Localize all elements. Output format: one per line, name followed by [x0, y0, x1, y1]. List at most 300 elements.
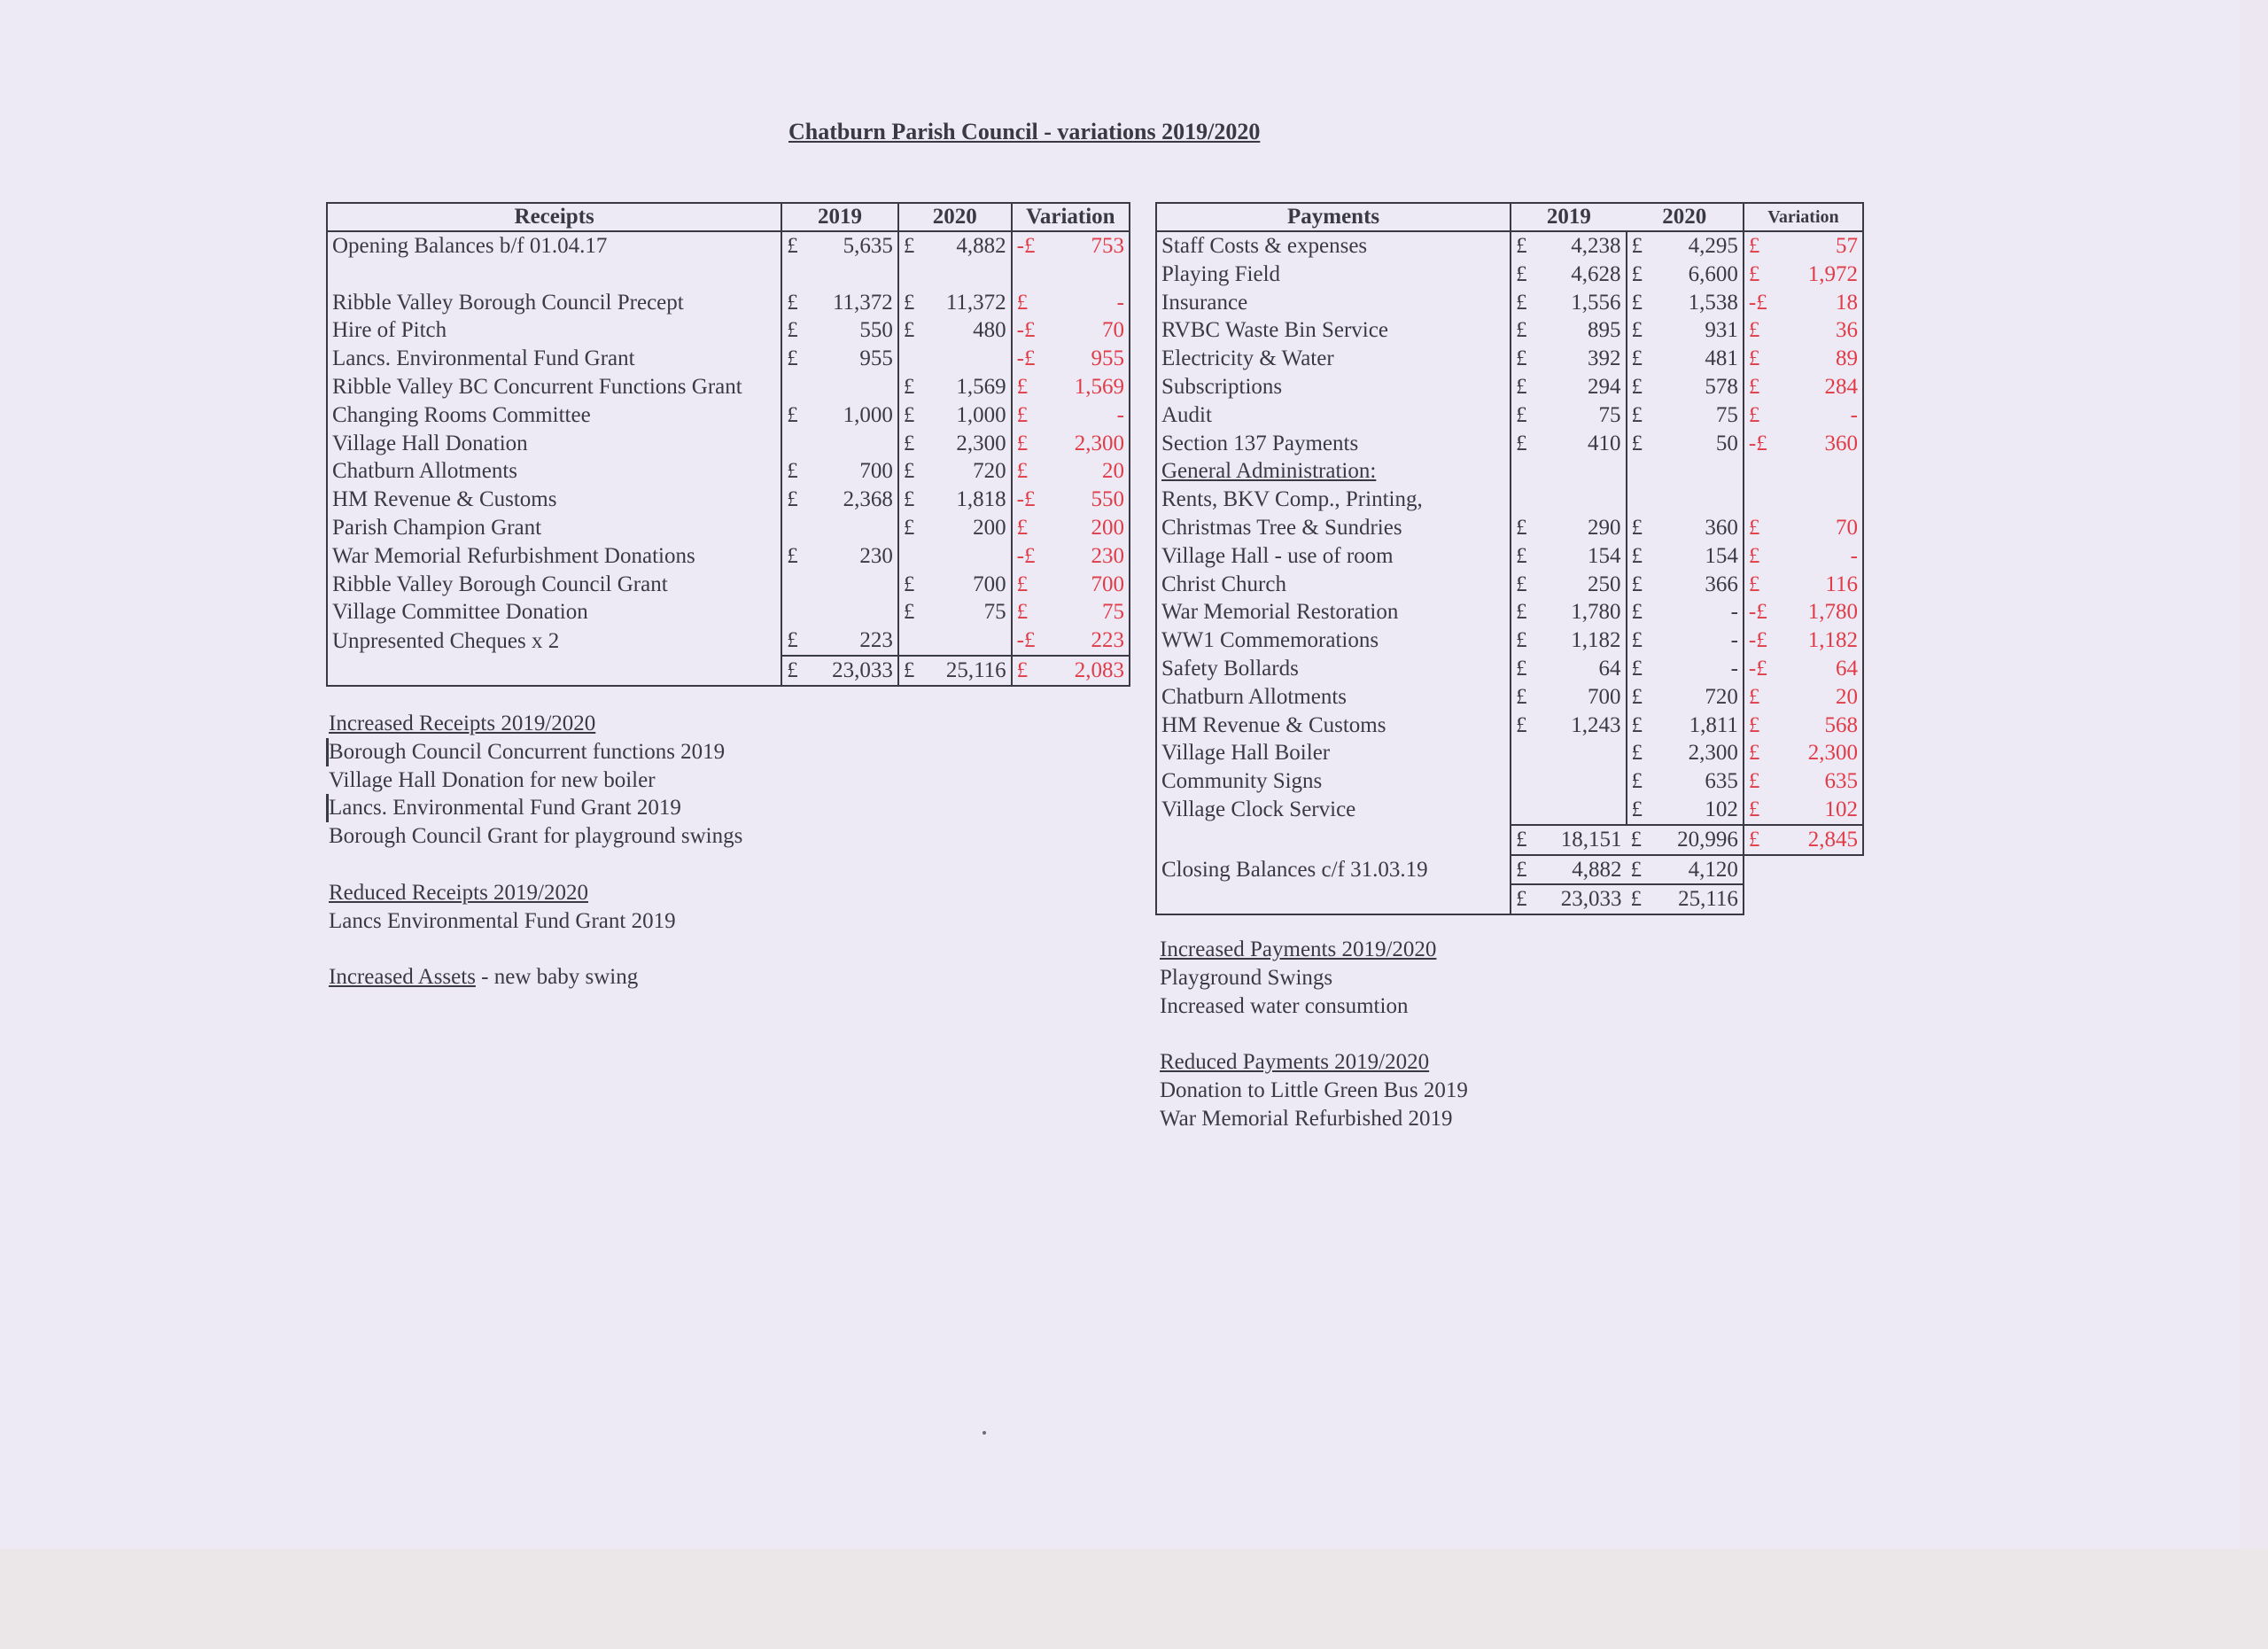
row-label: [1156, 825, 1511, 855]
currency-variation: £: [1748, 515, 1760, 540]
currency-variation: [1012, 261, 1040, 289]
value-variation: 2,300: [1772, 739, 1863, 767]
currency-2019: £: [1511, 855, 1538, 885]
currency-variation: £: [1748, 797, 1760, 821]
currency-2020: [898, 261, 925, 289]
value-variation: 568: [1772, 712, 1863, 740]
row-label: General Administration:: [1156, 457, 1511, 486]
value-variation: 360: [1772, 430, 1863, 458]
row-label: War Memorial Restoration: [1156, 598, 1511, 626]
value-variation: 18: [1772, 289, 1863, 317]
value-variation: 550: [1040, 486, 1130, 514]
value-variation: -: [1772, 401, 1863, 430]
currency-variation: [1744, 457, 1772, 486]
value-2020: [925, 345, 1012, 373]
row-label: Village Hall Boiler: [1156, 739, 1511, 767]
currency-variation: -£: [1748, 600, 1767, 625]
value-2020: 102: [1653, 796, 1744, 825]
value-variation: 64: [1772, 655, 1863, 683]
currency-2020: [1627, 486, 1654, 514]
currency-variation: -£: [1016, 628, 1036, 653]
currency-2020: £: [1631, 515, 1643, 540]
row-label: Rents, BKV Comp., Printing,: [1156, 486, 1511, 514]
currency-2019: [781, 571, 808, 599]
receipts-row: [327, 401, 1130, 430]
value-2020: 480: [925, 316, 1012, 345]
receipts-row: [327, 598, 1130, 626]
value-variation: 230: [1040, 542, 1130, 571]
increased-receipt-item: Village Hall Donation for new boiler: [329, 767, 656, 792]
payments-row: [1156, 571, 1863, 599]
row-label: WW1 Commemorations: [1156, 626, 1511, 655]
currency-variation: -£: [1748, 656, 1767, 681]
currency-2020: £: [1631, 290, 1643, 315]
payments-row: [1156, 626, 1863, 655]
increased-assets-heading: Increased Assets: [329, 965, 476, 990]
value-variation: [1772, 457, 1863, 486]
currency-variation: £: [1016, 290, 1029, 315]
value-2020: -: [1653, 598, 1744, 626]
value-2020: 50: [1653, 430, 1744, 458]
closing-label: Closing Balances c/f 31.03.19: [1156, 855, 1511, 885]
receipts-row: [327, 261, 1130, 289]
row-label: Lancs. Environmental Fund Grant: [327, 345, 781, 373]
value-2019: 1,780: [1538, 598, 1627, 626]
currency-2019: £: [787, 234, 798, 258]
value-2019: 290: [1538, 514, 1627, 542]
value-variation: 1,780: [1772, 598, 1863, 626]
currency-2019: [1511, 767, 1538, 796]
value-variation: 20: [1040, 457, 1130, 486]
value-2019: 11,372: [808, 289, 897, 317]
value-2019: 4,628: [1538, 261, 1627, 289]
value-2020: 578: [1653, 373, 1744, 401]
value-2020: 700: [925, 571, 1012, 599]
row-label: Village Hall - use of room: [1156, 542, 1511, 571]
payments-row: [1156, 345, 1863, 373]
closing-2019: 4,882: [1538, 855, 1627, 885]
receipts-row: [327, 316, 1130, 345]
currency-2020: £: [903, 290, 915, 315]
payments-row: [1156, 430, 1863, 458]
payments-row: [1156, 796, 1863, 825]
row-label: Christmas Tree & Sundries: [1156, 514, 1511, 542]
payments-row: [1156, 401, 1863, 430]
currency-2020: £: [1631, 374, 1643, 399]
scan-speck: [983, 1431, 986, 1435]
payments-header-2019: 2019: [1511, 203, 1626, 231]
currency-2019: £: [1516, 318, 1527, 343]
value-2020: 4,295: [1653, 231, 1744, 261]
payments-header-variation: Variation: [1744, 203, 1863, 231]
value-variation: 36: [1772, 316, 1863, 345]
currency-variation: -£: [1016, 487, 1036, 512]
row-label: Section 137 Payments: [1156, 430, 1511, 458]
empty-cell: [1772, 884, 1863, 914]
currency-2019: [1511, 796, 1538, 825]
currency-variation: £: [1748, 346, 1760, 371]
currency-2019: [781, 514, 808, 542]
row-label: Changing Rooms Committee: [327, 401, 781, 430]
row-label: Ribble Valley Borough Council Precept: [327, 289, 781, 317]
currency-2020: £: [1631, 318, 1643, 343]
row-label: Ribble Valley Borough Council Grant: [327, 571, 781, 599]
currency-2019: £: [787, 628, 798, 653]
reduced-receipt-item: Lancs Environmental Fund Grant 2019: [329, 908, 676, 933]
currency-2019: £: [787, 290, 798, 315]
currency-variation: £: [1748, 402, 1760, 427]
payments-closing-row: [1156, 855, 1863, 885]
value-2019: 154: [1538, 542, 1627, 571]
receipts-row: [327, 345, 1130, 373]
currency-2020: £: [1627, 855, 1654, 885]
row-label: Village Committee Donation: [327, 598, 781, 626]
currency-2019: £: [781, 656, 808, 686]
currency-variation: £: [1748, 712, 1760, 737]
currency-2020: £: [1631, 684, 1643, 709]
value-2020: 1,811: [1653, 712, 1744, 740]
currency-2020: £: [1631, 628, 1643, 653]
row-label: [327, 261, 781, 289]
currency-2019: £: [787, 487, 798, 512]
value-variation: 2,300: [1040, 430, 1130, 458]
increased-receipts-heading: Increased Receipts 2019/2020: [329, 712, 596, 735]
value-2019: [808, 571, 897, 599]
receipts-row: [327, 626, 1130, 656]
value-variation: 284: [1772, 373, 1863, 401]
value-2019: [808, 598, 897, 626]
value-2019: 1,556: [1538, 289, 1627, 317]
value-2020: 481: [1653, 345, 1744, 373]
value-2020: 360: [1653, 514, 1744, 542]
currency-variation: £: [1748, 261, 1760, 286]
currency-2019: [781, 598, 808, 626]
currency-variation: £: [1016, 459, 1029, 484]
value-2020: [1653, 457, 1744, 486]
currency-2019: £: [1516, 600, 1527, 625]
currency-variation: £: [1748, 572, 1760, 596]
value-2019: 700: [1538, 683, 1627, 712]
currency-2020: [898, 542, 925, 571]
value-variation: 635: [1772, 767, 1863, 796]
currency-2019: [781, 430, 808, 458]
currency-2020: £: [1631, 402, 1643, 427]
value-2020: [1653, 486, 1744, 514]
currency-2019: £: [1516, 628, 1527, 653]
row-label: Electricity & Water: [1156, 345, 1511, 373]
currency-variation: -£: [1016, 543, 1036, 568]
value-2019: [1538, 796, 1627, 825]
receipts-header-2020: 2020: [898, 203, 1012, 231]
row-label: Unpresented Cheques x 2: [327, 626, 781, 656]
value-2019: [808, 261, 897, 289]
increased-payment-item: Playground Swings: [1160, 965, 1333, 990]
value-2020: 6,600: [1653, 261, 1744, 289]
currency-2019: £: [1516, 374, 1527, 399]
row-label: Village Clock Service: [1156, 796, 1511, 825]
value-2019: [808, 514, 897, 542]
value-variation: 89: [1772, 345, 1863, 373]
value-variation: 70: [1040, 316, 1130, 345]
row-label: Chatburn Allotments: [1156, 683, 1511, 712]
reduced-payment-item: War Memorial Refurbished 2019: [1160, 1106, 1453, 1131]
value-variation: 57: [1772, 231, 1863, 261]
currency-2020: £: [1631, 656, 1643, 681]
value-variation: [1040, 261, 1130, 289]
payments-row: [1156, 373, 1863, 401]
value-variation: 1,569: [1040, 373, 1130, 401]
payments-notes: [1160, 936, 1468, 1133]
value-2020: 1,538: [1653, 289, 1744, 317]
payments-row: [1156, 289, 1863, 317]
empty-cell: [1772, 855, 1863, 885]
value-2020: 720: [925, 457, 1012, 486]
value-2020: 1,818: [925, 486, 1012, 514]
row-label: Audit: [1156, 401, 1511, 430]
receipts-notes: [329, 710, 742, 992]
value-variation: 200: [1040, 514, 1130, 542]
value-2019: 250: [1538, 571, 1627, 599]
scanner-bed: [0, 1549, 2268, 1649]
currency-variation: £: [1016, 374, 1029, 399]
increased-payments-heading: Increased Payments 2019/2020: [1160, 937, 1437, 961]
currency-2020: £: [1627, 825, 1654, 855]
currency-2020: £: [903, 431, 915, 455]
receipts-table: [326, 202, 1130, 687]
row-label: [1156, 884, 1511, 914]
row-label: HM Revenue & Customs: [1156, 712, 1511, 740]
currency-2020: £: [903, 572, 915, 596]
reduced-receipts-heading: Reduced Receipts 2019/2020: [329, 880, 588, 905]
currency-variation: -£: [1016, 234, 1036, 258]
receipts-row: [327, 430, 1130, 458]
value-2020: 154: [1653, 542, 1744, 571]
value-2019: 392: [1538, 345, 1627, 373]
row-label: RVBC Waste Bin Service: [1156, 316, 1511, 345]
value-variation: [1772, 486, 1863, 514]
empty-cell: [1744, 884, 1772, 914]
currency-2020: £: [903, 234, 915, 258]
currency-2020: £: [1631, 712, 1643, 737]
receipts-header-row: [327, 203, 1130, 231]
increased-receipt-item: Borough Council Grant for playground swings: [329, 824, 743, 849]
currency-2019: £: [1516, 656, 1527, 681]
payments-row: [1156, 486, 1863, 514]
currency-variation: £: [1016, 402, 1029, 427]
value-2020: 1,569: [925, 373, 1012, 401]
payments-row: [1156, 739, 1863, 767]
currency-variation: £: [1016, 431, 1029, 455]
row-label: Parish Champion Grant: [327, 514, 781, 542]
row-label: Playing Field: [1156, 261, 1511, 289]
payments-table: [1155, 202, 1864, 915]
currency-2020: £: [1631, 769, 1643, 794]
currency-2019: £: [1516, 712, 1527, 737]
row-label: Staff Costs & expenses: [1156, 231, 1511, 261]
receipts-row: [327, 373, 1130, 401]
currency-variation: £: [1748, 741, 1760, 766]
currency-variation: -£: [1748, 431, 1767, 455]
increased-receipt-item: Borough Council Concurrent functions 2019: [326, 738, 742, 766]
currency-2019: £: [1516, 234, 1527, 258]
value-2019: [1538, 457, 1627, 486]
row-label: Subscriptions: [1156, 373, 1511, 401]
value-2019: 223: [808, 626, 897, 656]
currency-2019: £: [1516, 572, 1527, 596]
payments-row: [1156, 457, 1863, 486]
currency-2020: [1627, 457, 1654, 486]
increased-assets-line: [329, 963, 742, 992]
receipts-header: Receipts: [327, 203, 781, 231]
value-2019: 410: [1538, 430, 1627, 458]
payments-header-row: [1156, 203, 1863, 231]
currency-2019: £: [787, 346, 798, 371]
currency-2020: [898, 626, 925, 656]
receipts-row: [327, 486, 1130, 514]
payments-row: [1156, 542, 1863, 571]
value-2020: 2,300: [1653, 739, 1744, 767]
currency-variation: -£: [1748, 290, 1767, 315]
currency-2020: £: [1631, 431, 1643, 455]
value-2019: [808, 430, 897, 458]
currency-2019: £: [1516, 515, 1527, 540]
reduced-payments-heading: Reduced Payments 2019/2020: [1160, 1050, 1430, 1075]
row-label: Chatburn Allotments: [327, 457, 781, 486]
currency-variation: £: [1748, 234, 1760, 258]
currency-2019: [781, 373, 808, 401]
value-2020: 200: [925, 514, 1012, 542]
value-variation: 116: [1772, 571, 1863, 599]
value-2019: 294: [1538, 373, 1627, 401]
value-2019: [1538, 767, 1627, 796]
value-variation: 1,972: [1772, 261, 1863, 289]
payments-subtotal-row: [1156, 825, 1863, 855]
row-label: HM Revenue & Customs: [327, 486, 781, 514]
currency-2019: £: [1516, 346, 1527, 371]
row-label: Village Hall Donation: [327, 430, 781, 458]
increased-payment-item: Increased water consumtion: [1160, 993, 1409, 1018]
receipts-total-row: [327, 656, 1130, 686]
row-label: Ribble Valley BC Concurrent Functions Grant: [327, 373, 781, 401]
value-2020: [925, 542, 1012, 571]
payments-row: [1156, 767, 1863, 796]
currency-2020: £: [1631, 261, 1643, 286]
payments-total-row: [1156, 884, 1863, 914]
currency-variation: -£: [1016, 318, 1036, 343]
currency-2020: £: [903, 402, 915, 427]
value-2019: 1,000: [808, 401, 897, 430]
total-2019: 23,033: [808, 656, 897, 686]
value-2019: 230: [808, 542, 897, 571]
currency-2019: £: [1516, 402, 1527, 427]
currency-2019: £: [1516, 543, 1527, 568]
value-variation: 75: [1040, 598, 1130, 626]
reduced-payment-item: Donation to Little Green Bus 2019: [1160, 1077, 1468, 1102]
value-2019: 64: [1538, 655, 1627, 683]
increased-receipt-item: Lancs. Environmental Fund Grant 2019: [326, 794, 742, 822]
value-2020: -: [1653, 626, 1744, 655]
value-2020: 720: [1653, 683, 1744, 712]
closing-2020: 4,120: [1653, 855, 1744, 885]
currency-2020: £: [903, 600, 915, 625]
currency-2020: £: [903, 374, 915, 399]
value-2020: -: [1653, 655, 1744, 683]
currency-2020: £: [898, 656, 925, 686]
value-2020: 366: [1653, 571, 1744, 599]
value-variation: -: [1040, 401, 1130, 430]
value-2019: 1,182: [1538, 626, 1627, 655]
currency-2020: £: [903, 487, 915, 512]
total-2020: 25,116: [925, 656, 1012, 686]
currency-2019: £: [787, 318, 798, 343]
value-2019: [1538, 739, 1627, 767]
currency-variation: £: [1748, 769, 1760, 794]
receipts-row: [327, 457, 1130, 486]
currency-2020: £: [1631, 797, 1643, 821]
value-2020: [925, 261, 1012, 289]
currency-variation: £: [1748, 374, 1760, 399]
value-2019: 4,238: [1538, 231, 1627, 261]
page-title: Chatburn Parish Council - variations 2019/2020: [788, 119, 1261, 144]
value-2019: 5,635: [808, 231, 897, 261]
receipts-row: [327, 289, 1130, 317]
currency-variation: £: [1748, 543, 1760, 568]
value-variation: -: [1040, 289, 1130, 317]
currency-variation: £: [1016, 515, 1029, 540]
currency-variation: £: [1748, 684, 1760, 709]
receipts-header-2019: 2019: [781, 203, 898, 231]
receipts-row: [327, 542, 1130, 571]
currency-2020: £: [1627, 884, 1654, 914]
value-2020: 2,300: [925, 430, 1012, 458]
row-label: Insurance: [1156, 289, 1511, 317]
receipts-row: [327, 571, 1130, 599]
currency-variation: £: [1012, 656, 1040, 686]
value-variation: 753: [1040, 231, 1130, 261]
payments-header: Payments: [1156, 203, 1511, 231]
total-variation: 2,083: [1040, 656, 1130, 686]
currency-2020: £: [1631, 572, 1643, 596]
currency-2019: £: [1511, 825, 1538, 855]
value-2019: 700: [808, 457, 897, 486]
value-variation: -: [1772, 542, 1863, 571]
currency-2019: £: [1516, 290, 1527, 315]
currency-variation: [1744, 486, 1772, 514]
currency-2019: £: [787, 402, 798, 427]
subtotal-2020: 20,996: [1653, 825, 1744, 855]
currency-2020: £: [903, 515, 915, 540]
currency-2019: £: [787, 543, 798, 568]
row-label: Community Signs: [1156, 767, 1511, 796]
value-variation: 70: [1772, 514, 1863, 542]
subtotal-2019: 18,151: [1538, 825, 1627, 855]
value-2020: 1,000: [925, 401, 1012, 430]
value-2020: 75: [1653, 401, 1744, 430]
row-label: Christ Church: [1156, 571, 1511, 599]
value-variation: 20: [1772, 683, 1863, 712]
currency-2019: £: [787, 459, 798, 484]
value-variation: 1,182: [1772, 626, 1863, 655]
total-2020: 25,116: [1653, 884, 1744, 914]
currency-2019: £: [1511, 884, 1538, 914]
value-2020: 75: [925, 598, 1012, 626]
value-2019: 550: [808, 316, 897, 345]
payments-row: [1156, 683, 1863, 712]
currency-variation: £: [1744, 825, 1772, 855]
value-2020: 635: [1653, 767, 1744, 796]
currency-2019: [781, 261, 808, 289]
value-2019: 75: [1538, 401, 1627, 430]
